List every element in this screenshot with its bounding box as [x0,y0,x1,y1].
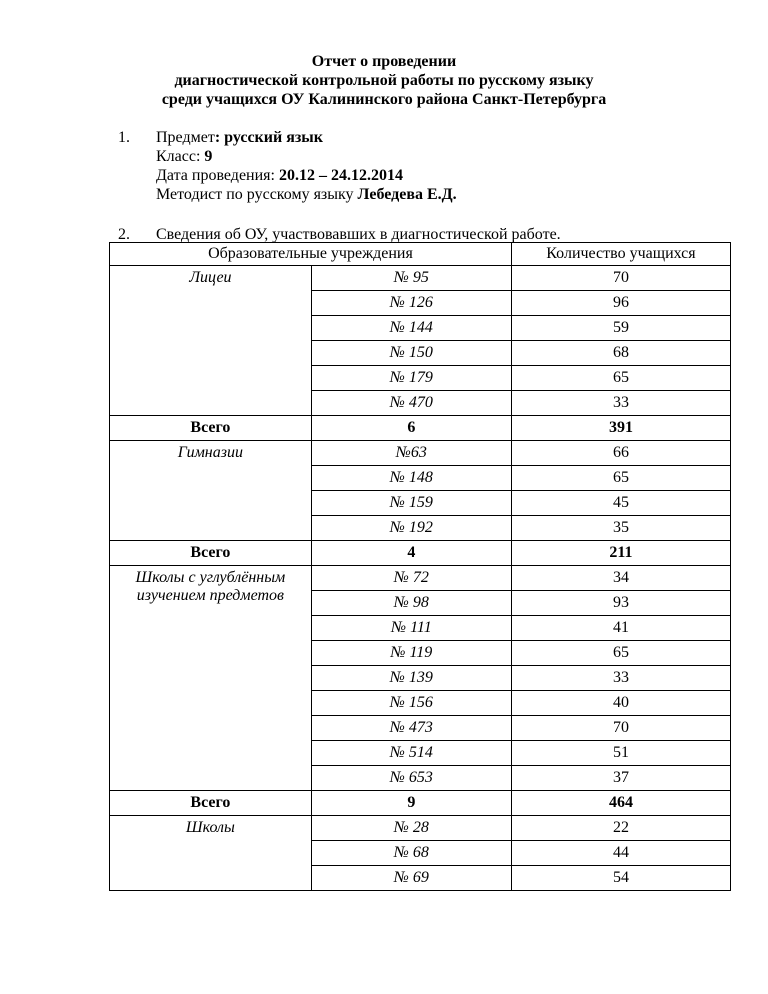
student-count: 65 [511,641,730,666]
student-count: 93 [511,591,730,616]
class-label: Класс: [156,148,205,165]
school-number: № 156 [311,691,511,716]
school-number: № 72 [311,566,511,591]
report-title [0,52,768,109]
school-number: № 144 [311,316,511,341]
subject-label: Предмет [156,129,215,146]
student-count: 70 [511,716,730,741]
methodist-line [156,185,457,204]
school-number: № 98 [311,591,511,616]
school-number: № 111 [311,616,511,641]
school-number: № 126 [311,291,511,316]
student-count: 37 [511,766,730,791]
student-count: 22 [511,816,730,841]
institutions-table [109,242,731,891]
student-count: 45 [511,491,730,516]
total-row [110,416,731,441]
school-number: № 68 [311,841,511,866]
total-label: Всего [110,416,312,441]
student-count: 68 [511,341,730,366]
section-2-number: 2. [118,226,130,243]
school-number: № 150 [311,341,511,366]
school-number: № 69 [311,866,511,891]
table-header-row [110,243,731,266]
group-name: Школы [110,816,312,891]
header-count: Количество учащихся [511,243,730,266]
student-count: 96 [511,291,730,316]
section-1-number: 1. [118,129,130,146]
school-number: №63 [311,441,511,466]
school-number: № 470 [311,391,511,416]
title-line-1: Отчет о проведении [311,53,457,70]
school-number: № 28 [311,816,511,841]
school-number: № 95 [311,266,511,291]
student-count: 59 [511,316,730,341]
group-name: Школы с углублённым изучением предметов [110,566,312,791]
total-count: 464 [511,791,730,816]
title-line-2: диагностической контрольной работы по русскому языку [174,72,594,89]
student-count: 40 [511,691,730,716]
table-row [110,266,731,291]
school-number: № 119 [311,641,511,666]
table-row [110,441,731,466]
total-schools: 6 [311,416,511,441]
total-count: 211 [511,541,730,566]
school-number: № 179 [311,366,511,391]
total-row [110,541,731,566]
date-value: 20.12 – 24.12.2014 [278,167,403,184]
methodist-label: Методист по русскому языку [156,186,358,203]
total-label: Всего [110,541,312,566]
title-line-3: среди учащихся ОУ Калининского района Санкт-Петербурга [161,91,607,108]
group-name: Лицеи [110,266,312,416]
student-count: 51 [511,741,730,766]
subject-line [156,128,457,147]
student-count: 34 [511,566,730,591]
date-line [156,166,457,185]
group-name: Гимназии [110,441,312,541]
table-body [110,266,731,891]
student-count: 41 [511,616,730,641]
student-count: 44 [511,841,730,866]
total-schools: 4 [311,541,511,566]
school-number: № 653 [311,766,511,791]
class-line [156,147,457,166]
school-number: № 473 [311,716,511,741]
student-count: 70 [511,266,730,291]
table-row [110,816,731,841]
school-number: № 159 [311,491,511,516]
school-number: № 192 [311,516,511,541]
student-count: 33 [511,666,730,691]
methodist-value: Лебедева Е.Д. [357,186,457,203]
total-count: 391 [511,416,730,441]
total-schools: 9 [311,791,511,816]
subject-value: : русский язык [214,129,323,146]
school-number: № 148 [311,466,511,491]
date-label: Дата проведения: [156,167,279,184]
student-count: 65 [511,366,730,391]
total-row [110,791,731,816]
student-count: 33 [511,391,730,416]
table-row [110,566,731,591]
student-count: 65 [511,466,730,491]
header-institutions: Образовательные учреждения [110,243,512,266]
student-count: 54 [511,866,730,891]
student-count: 66 [511,441,730,466]
student-count: 35 [511,516,730,541]
school-number: № 514 [311,741,511,766]
school-number: № 139 [311,666,511,691]
section-2-text: Сведения об ОУ, участвовавших в диагностической работе. [156,226,561,243]
total-label: Всего [110,791,312,816]
class-value: 9 [204,148,213,165]
